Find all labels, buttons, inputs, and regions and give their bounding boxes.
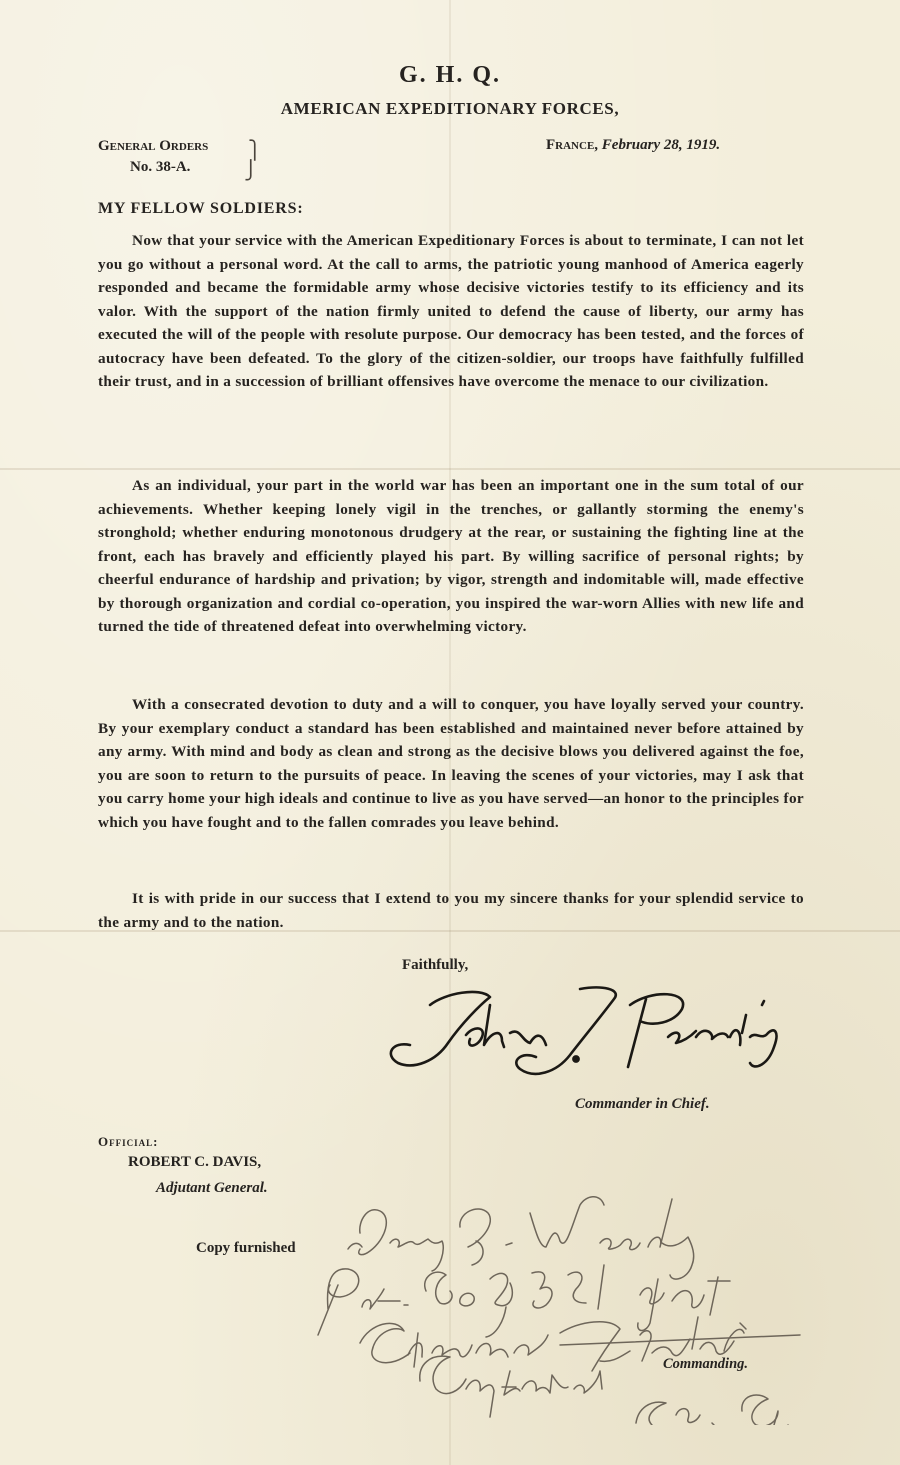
pershing-signature: [370, 975, 790, 1090]
document-subtitle: AMERICAN EXPEDITIONARY FORCES,: [280, 99, 620, 118]
order-number: No. 38-A.: [130, 159, 191, 175]
handwritten-annotations: [300, 1185, 820, 1425]
document-title: G. H. Q.: [398, 62, 501, 88]
body-paragraph: Now that your service with the American Expeditionary Forces is about to terminate, I can not let you go without a personal word. At the call to arms, the patriotic young manhood of America eagerly responded and became the formidable army whose decisive victories testify to its efficiency and its valor. With the support of the nation firmly united to defend the cause of liberty, our army has executed the will of the people with resolute purpose. Our democracy has been tested, and the forces of autocracy have been defeated. To the glory of the citizen-soldier, our troops have faithfully fulfilled their trust, and in a succession of brilliant offensives have overcome the menace to our civilization.: [98, 232, 804, 390]
salutation: MY FELLOW SOLDIERS:: [98, 200, 304, 217]
official-name: ROBERT C. DAVIS,: [128, 1154, 262, 1170]
dateline-date: February 28, 1919.: [601, 137, 721, 153]
general-orders-label: General Orders: [98, 138, 209, 154]
official-label: Official:: [98, 1134, 159, 1149]
official-rank: Adjutant General.: [156, 1180, 268, 1196]
brace-mark: ⎫: [248, 140, 262, 160]
dateline-place: France,: [546, 137, 599, 153]
closing-faithfully: Faithfully,: [402, 957, 469, 973]
signer-title: Commander in Chief.: [575, 1096, 710, 1112]
commanding-label: Commanding.: [663, 1356, 749, 1372]
body-paragraph: With a consecrated devotion to duty and a will to conquer, you have loyally served your country. By your exemplary conduct a standard has been established and maintained never before attained by any army. With mind and body as clean and strong as the decisive blows you delivered against the foe, you are soon to return to the pursuits of peace. In leaving the scenes of your victories, may I ask that you carry home your high ideals and continue to live as you have served—an honor to the principles for which you have fought and to the fallen comrades you leave behind.: [98, 696, 804, 831]
brace-mark: ⎭: [244, 160, 258, 180]
body-paragraph: As an individual, your part in the world war has been an important one in the sum total of our achievements. Whether keeping lonely vigil in the trenches, or gallantly storming the enemy's stronghold; whether enduring monotonous drudgery at the rear, or sustaining the fighting line at the front, each has bravely and efficiently played his part. By willing sacrifice of personal rights; by cheerful endurance of hardship and privation; by vigor, strength and indomitable will, made effective by thorough organization and cordial co-operation, you inspired the war-worn Allies with new life and turned the tide of threatened defeat into overwhelming victory.: [98, 477, 804, 635]
dateline: [546, 137, 720, 154]
body-paragraph: It is with pride in our success that I extend to you my sincere thanks for your splendid service to the army and to the nation.: [98, 890, 804, 931]
copy-furnished-label: Copy furnished: [196, 1240, 296, 1256]
